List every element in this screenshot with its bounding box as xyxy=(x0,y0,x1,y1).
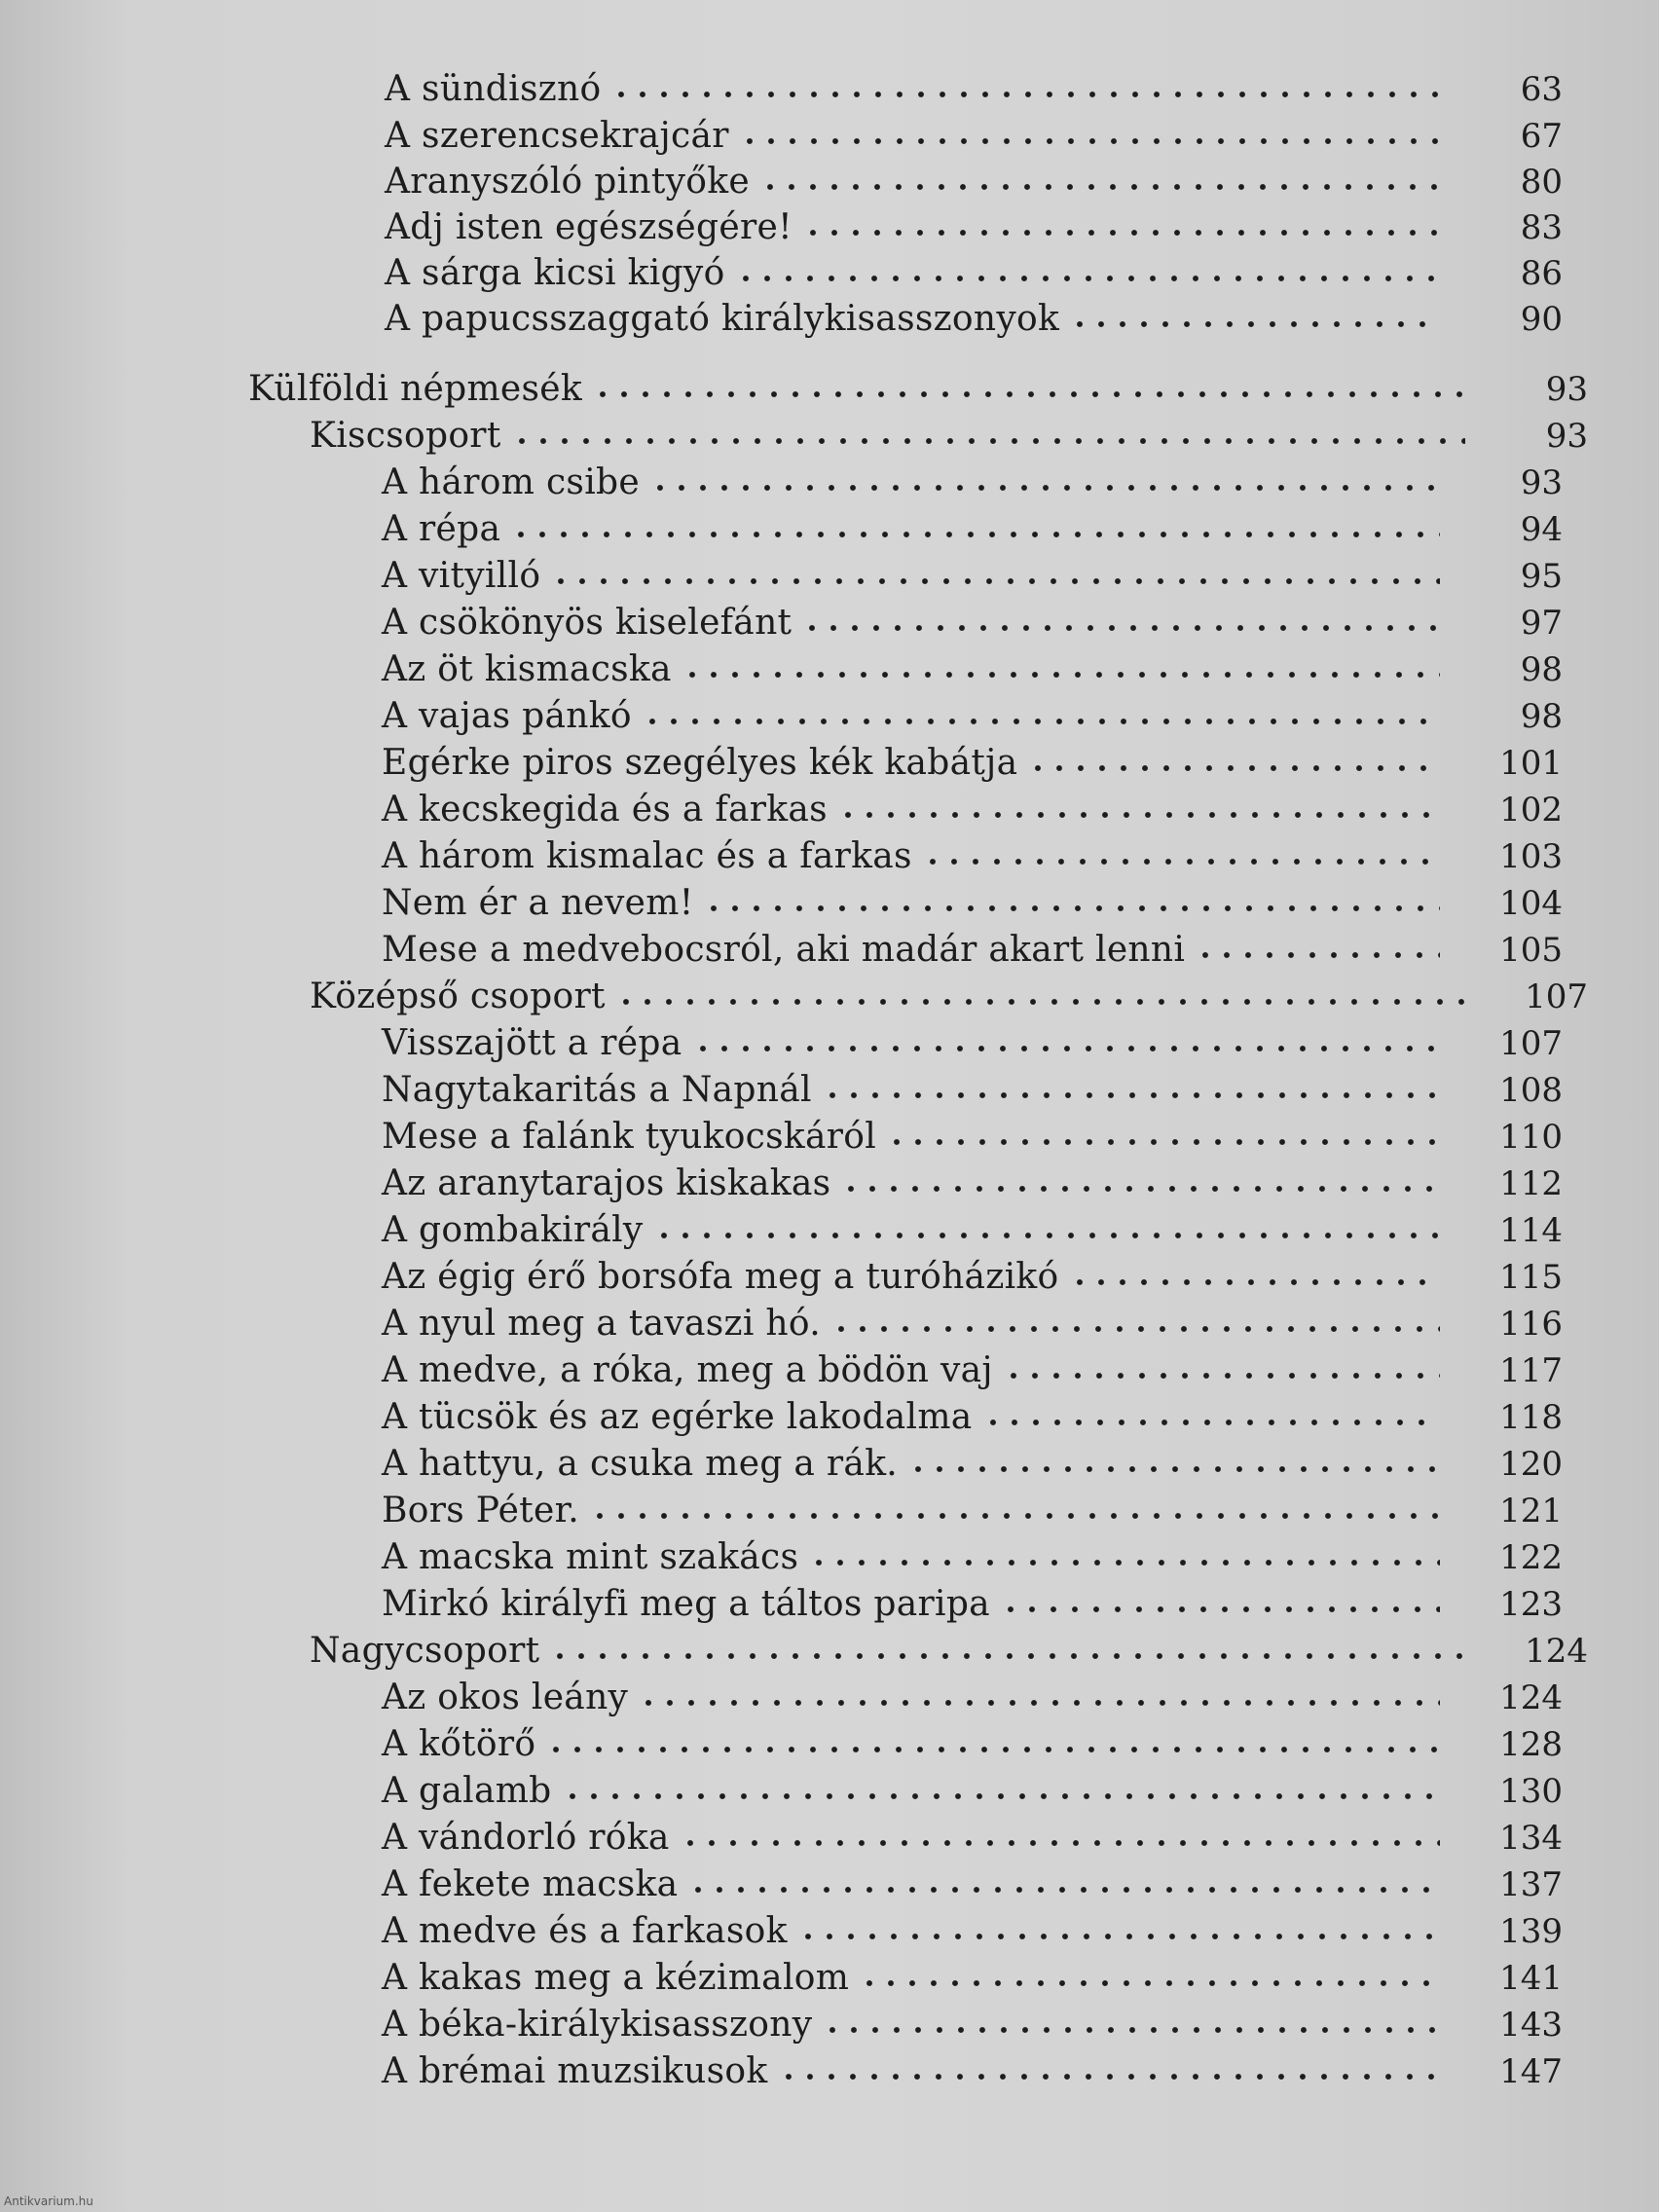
toc-entry xyxy=(382,1254,1563,1301)
entry-title: A béka-királykisasszony xyxy=(382,2005,813,2045)
entry-title: A csökönyös kiselefánt xyxy=(382,603,793,643)
dot-leader xyxy=(1069,1275,1441,1289)
entry-page: 112 xyxy=(1499,1164,1563,1203)
entry-title: Mese a medvebocsról, aki madár akart lenni xyxy=(382,930,1186,970)
entry-page: 117 xyxy=(1499,1351,1563,1390)
entry-title: A sárga kicsi kigyó xyxy=(385,253,725,293)
dot-leader xyxy=(703,902,1440,915)
entry-page: 86 xyxy=(1520,254,1563,293)
entry-title: A tücsök és az egérke lakodalma xyxy=(382,1397,973,1437)
dot-leader xyxy=(545,1743,1440,1756)
entry-title: A három kismalac és a farkas xyxy=(382,836,912,876)
dot-leader xyxy=(822,2023,1440,2037)
dot-leader xyxy=(982,1416,1440,1429)
toc-entry xyxy=(382,693,1563,740)
entry-title: A brémai muzsikusok xyxy=(382,2051,768,2091)
entry-title: A papucsszaggató királykisasszonyok xyxy=(385,299,1060,339)
toc-entry xyxy=(385,250,1563,297)
entry-page: 83 xyxy=(1520,208,1563,247)
section-title: Külföldi népmesék xyxy=(248,369,582,409)
entry-page: 137 xyxy=(1499,1865,1563,1904)
dot-leader xyxy=(610,88,1440,101)
entry-page: 63 xyxy=(1520,70,1563,109)
dot-leader xyxy=(802,226,1440,240)
entry-page: 130 xyxy=(1499,1772,1563,1811)
entry-title: A gombakirály xyxy=(382,1210,644,1250)
entry-page: 128 xyxy=(1499,1725,1563,1764)
toc-entry xyxy=(382,460,1563,506)
dot-leader xyxy=(550,574,1440,588)
dot-leader xyxy=(886,1135,1440,1149)
toc-entry xyxy=(382,1675,1563,1721)
entry-page: 108 xyxy=(1499,1071,1563,1110)
toc-group xyxy=(310,1628,1588,1675)
toc-entry xyxy=(382,1581,1563,1628)
toc-section xyxy=(248,366,1588,413)
entry-title: A kőtörő xyxy=(382,1724,536,1764)
toc-entry xyxy=(382,1815,1563,1862)
entry-title: A szerencsekrajcár xyxy=(385,116,729,156)
entry-title: A vityilló xyxy=(382,556,541,596)
toc-entry xyxy=(382,1862,1563,1908)
dot-leader xyxy=(778,2070,1441,2083)
entry-title: Visszajött a répa xyxy=(382,1023,682,1063)
entry-title: A macska mint szakács xyxy=(382,1537,799,1577)
entry-page: 143 xyxy=(1499,2006,1563,2045)
dot-leader xyxy=(687,1883,1440,1897)
toc-entry xyxy=(382,1301,1563,1347)
entry-title: Nagytakaritás a Napnál xyxy=(382,1070,812,1110)
entry-title: Bors Péter. xyxy=(382,1491,579,1530)
dot-leader xyxy=(907,1462,1440,1476)
entry-title: A nyul meg a tavaszi hó. xyxy=(382,1304,821,1344)
group-page: 124 xyxy=(1525,1632,1588,1671)
dot-leader xyxy=(830,1322,1440,1336)
entry-page: 115 xyxy=(1499,1258,1563,1297)
dot-leader xyxy=(692,1042,1441,1055)
dot-leader xyxy=(510,528,1440,541)
entry-page: 90 xyxy=(1520,300,1563,339)
toc-entry xyxy=(382,1721,1563,1768)
entry-page: 122 xyxy=(1499,1538,1563,1577)
entry-page: 104 xyxy=(1499,884,1563,923)
entry-title: A kakas meg a kézimalom xyxy=(382,1958,850,1998)
entry-page: 93 xyxy=(1520,463,1563,502)
entry-title: A fekete macska xyxy=(382,1864,679,1904)
entry-title: Mirkó királyfi meg a táltos paripa xyxy=(382,1584,990,1624)
entry-page: 141 xyxy=(1499,1959,1563,1998)
entry-title: A medve és a farkasok xyxy=(382,1911,788,1951)
entry-title: Egérke piros szegélyes kék kabátja xyxy=(382,743,1018,783)
dot-leader xyxy=(1069,317,1440,331)
toc-entry xyxy=(382,2002,1563,2048)
group-title: Kiscsoport xyxy=(310,416,501,456)
entry-page: 80 xyxy=(1520,163,1563,202)
toc-entry xyxy=(382,787,1563,833)
toc-entry xyxy=(382,646,1563,693)
toc-entry xyxy=(382,1347,1563,1394)
entry-title: A medve, a róka, meg a bödön vaj xyxy=(382,1350,993,1390)
toc-entry xyxy=(382,1908,1563,1955)
toc-entry xyxy=(382,506,1563,553)
entry-title: A vajas pánkó xyxy=(382,696,632,736)
dot-leader xyxy=(840,1182,1440,1196)
group-title: Középső csoport xyxy=(310,977,606,1016)
toc-entry xyxy=(382,1768,1563,1815)
entry-page: 123 xyxy=(1499,1585,1563,1624)
dot-leader xyxy=(649,481,1440,495)
dot-leader xyxy=(653,1229,1440,1242)
toc-entry xyxy=(382,740,1563,787)
toc-entry xyxy=(382,600,1563,646)
dot-leader xyxy=(759,180,1440,194)
toc-entry xyxy=(382,1020,1563,1067)
entry-page: 114 xyxy=(1499,1211,1563,1250)
toc-entry xyxy=(382,927,1563,974)
toc-entry xyxy=(382,880,1563,927)
entry-page: 98 xyxy=(1520,650,1563,689)
toc-entry xyxy=(385,204,1563,251)
entry-title: Adj isten egészségére! xyxy=(385,207,793,247)
dot-leader xyxy=(682,668,1440,682)
toc-entry xyxy=(382,1534,1563,1581)
dot-leader xyxy=(589,1509,1440,1523)
entry-page: 120 xyxy=(1499,1445,1563,1484)
entry-page: 103 xyxy=(1499,837,1563,876)
toc-entry xyxy=(385,159,1563,205)
toc-group xyxy=(310,974,1588,1020)
entry-page: 95 xyxy=(1520,557,1563,596)
dot-leader xyxy=(642,715,1440,728)
dot-leader xyxy=(1000,1603,1440,1616)
entry-title: A kecskegida és a farkas xyxy=(382,790,828,830)
dot-leader xyxy=(837,808,1440,822)
entry-page: 147 xyxy=(1499,2052,1563,2091)
toc-entry xyxy=(382,1161,1563,1207)
entry-page: 102 xyxy=(1499,791,1563,830)
entry-page: 101 xyxy=(1499,744,1563,783)
toc-entry xyxy=(382,2048,1563,2095)
entry-title: A répa xyxy=(382,509,501,549)
dot-leader xyxy=(797,1930,1440,1943)
entry-title: A vándorló róka xyxy=(382,1818,670,1858)
toc-entry xyxy=(382,1114,1563,1161)
toc-entry xyxy=(382,1067,1563,1114)
dot-leader xyxy=(859,1976,1440,1990)
entry-page: 118 xyxy=(1499,1398,1563,1437)
dot-leader xyxy=(511,434,1465,448)
toc-entry xyxy=(382,1394,1563,1441)
entry-page: 121 xyxy=(1499,1492,1563,1530)
entry-title: Az égig érő borsófa meg a turóházikó xyxy=(382,1257,1059,1297)
dot-leader xyxy=(735,272,1440,285)
entry-page: 134 xyxy=(1499,1819,1563,1858)
entry-page: 67 xyxy=(1520,117,1563,156)
toc-entry xyxy=(382,1488,1563,1534)
entry-page: 139 xyxy=(1499,1912,1563,1951)
entry-title: Aranyszóló pintyőke xyxy=(385,162,750,202)
dot-leader xyxy=(739,134,1440,148)
dot-leader xyxy=(1003,1369,1440,1382)
dot-leader xyxy=(562,1789,1440,1803)
dot-leader xyxy=(592,387,1465,401)
toc-entry xyxy=(385,66,1563,113)
group-title: Nagycsoport xyxy=(310,1631,540,1671)
entry-page: 98 xyxy=(1520,697,1563,736)
entry-title: A három csibe xyxy=(382,462,640,502)
entry-title: Az aranytarajos kiskakas xyxy=(382,1163,831,1203)
dot-leader xyxy=(1027,761,1440,775)
group-page: 93 xyxy=(1545,417,1588,456)
dot-leader xyxy=(822,1088,1440,1102)
dot-leader xyxy=(638,1696,1440,1710)
dot-leader xyxy=(808,1556,1440,1569)
entry-title: A galamb xyxy=(382,1771,552,1811)
entry-page: 97 xyxy=(1520,604,1563,643)
entry-page: 116 xyxy=(1499,1305,1563,1344)
toc-entry xyxy=(382,833,1563,880)
entry-page: 105 xyxy=(1499,931,1563,970)
entry-title: A hattyu, a csuka meg a rák. xyxy=(382,1444,899,1484)
entry-page: 124 xyxy=(1499,1678,1563,1717)
entry-title: Mese a falánk tyukocskáról xyxy=(382,1117,877,1157)
toc-entry xyxy=(382,1441,1563,1488)
toc-group xyxy=(310,413,1588,460)
dot-leader xyxy=(801,621,1440,635)
dot-leader xyxy=(922,855,1440,868)
toc-entry xyxy=(385,296,1563,343)
section-page: 93 xyxy=(1545,370,1588,409)
entry-title: Az okos leány xyxy=(382,1677,629,1717)
entry-title: Az öt kismacska xyxy=(382,649,672,689)
dot-leader xyxy=(680,1836,1440,1850)
toc-entry xyxy=(382,553,1563,600)
dot-leader xyxy=(549,1649,1465,1663)
dot-leader xyxy=(1195,948,1440,962)
entry-page: 107 xyxy=(1499,1024,1563,1063)
entry-title: A sündisznó xyxy=(385,69,602,109)
entry-page: 94 xyxy=(1520,510,1563,549)
group-page: 107 xyxy=(1525,977,1588,1016)
toc-entry xyxy=(385,113,1563,160)
toc-entry xyxy=(382,1207,1563,1254)
entry-title: Nem ér a nevem! xyxy=(382,883,694,923)
entry-page: 110 xyxy=(1499,1118,1563,1157)
dot-leader xyxy=(615,995,1465,1009)
toc-entry xyxy=(382,1955,1563,2002)
watermark: Antikvarium.hu xyxy=(4,2194,93,2208)
